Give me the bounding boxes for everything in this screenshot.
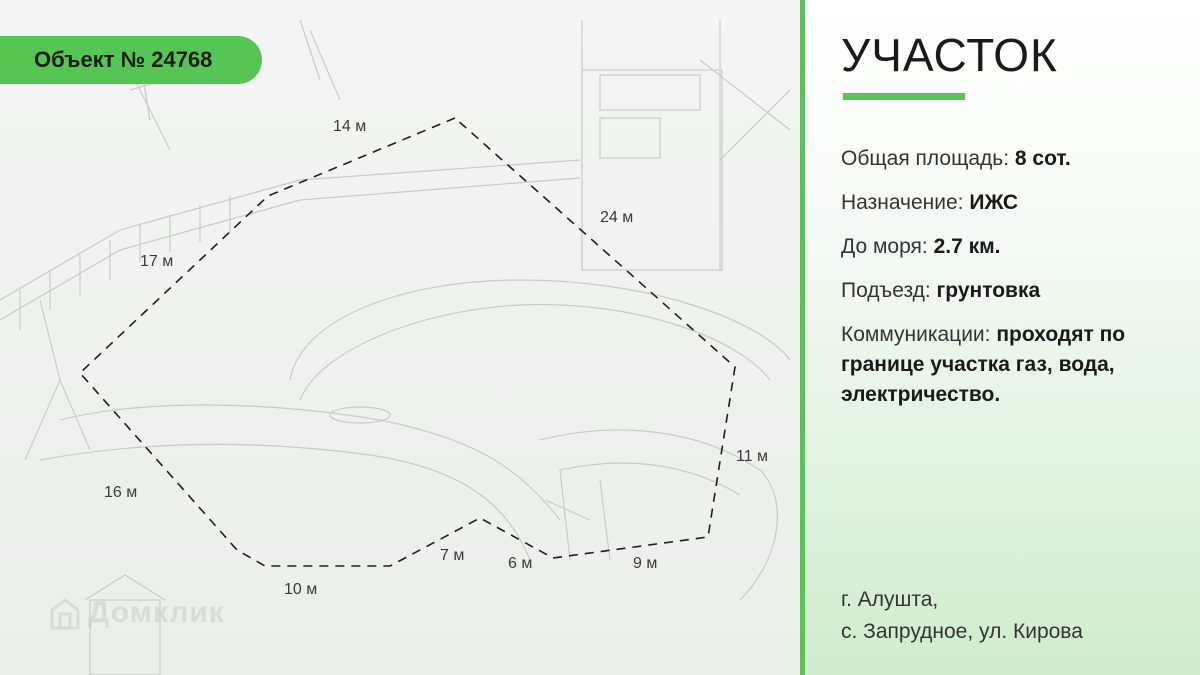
fact-value: 8 сот.	[1014, 147, 1071, 170]
fact-purpose	[841, 188, 1171, 218]
fact-value: ИЖС	[969, 191, 1019, 214]
fact-label: Подъезд:	[841, 279, 931, 302]
fact-value: 2.7 км.	[933, 235, 1001, 258]
fact-label: Общая площадь:	[841, 147, 1010, 170]
plot-boundary	[80, 118, 735, 566]
dimension-label: 7 м	[440, 547, 465, 564]
title-underline	[843, 93, 965, 100]
fact-utilities	[841, 320, 1171, 410]
fact-area	[841, 144, 1171, 174]
dimension-label: 17 м	[140, 253, 174, 270]
dimension-label: 9 м	[633, 555, 658, 572]
fact-label: Назначение:	[841, 191, 964, 214]
address	[841, 584, 1083, 648]
dimension-label: 16 м	[104, 484, 138, 501]
dimension-label: 6 м	[508, 555, 533, 572]
panel-title: УЧАСТОК	[841, 29, 1058, 81]
address-city: г. Алушта,	[841, 588, 939, 611]
dimension-label: 10 м	[284, 581, 318, 598]
info-panel	[800, 0, 1200, 675]
fact-label: До моря:	[841, 235, 928, 258]
dimension-label: 11 м	[736, 448, 769, 465]
domclick-logo-text: Домклик	[88, 596, 225, 629]
dimension-label: 14 м	[333, 118, 367, 135]
fact-sea-distance	[841, 232, 1171, 262]
fact-value: проходят по границе участка газ, вода, электричество.	[841, 323, 1126, 406]
fact-label: Коммуникации:	[841, 323, 991, 346]
domclick-logo-icon	[48, 596, 82, 630]
address-street: с. Запрудное, ул. Кирова	[841, 620, 1083, 643]
domclick-watermark	[48, 596, 225, 630]
fact-value: грунтовка	[936, 279, 1041, 302]
fact-access-road	[841, 276, 1171, 306]
object-number-label: Объект № 24768	[34, 47, 213, 72]
dimension-label: 24 м	[600, 209, 634, 226]
